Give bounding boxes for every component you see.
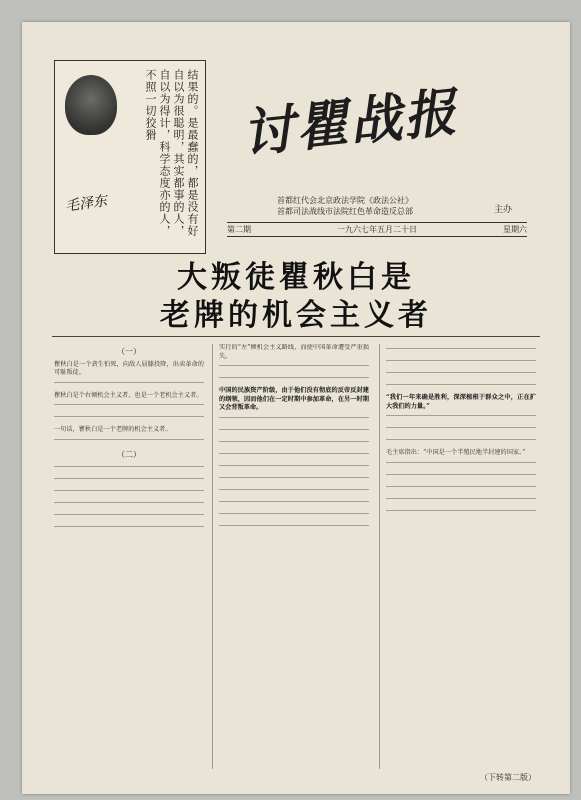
- column-separator: [379, 344, 380, 769]
- illegible-text: [54, 437, 204, 447]
- illegible-text: [219, 363, 369, 373]
- paragraph: 毛主席指出：“中国是一个半殖民地半封建的国家。”: [386, 449, 526, 457]
- issue-number: 第二期: [227, 225, 251, 234]
- divider: [52, 336, 540, 337]
- illegible-text: [54, 500, 204, 510]
- illegible-text: [219, 523, 369, 533]
- publisher-line-1: 首都红代会北京政法学院《政法公社》: [277, 196, 413, 205]
- illegible-text: [54, 512, 204, 522]
- illegible-text: [219, 415, 369, 425]
- publisher-line-2: 首都司法战线市法院红色革命造反总部: [277, 207, 413, 216]
- illegible-text: [54, 524, 204, 534]
- newspaper-title: 讨瞿战报: [239, 81, 461, 165]
- illegible-text: [219, 463, 369, 473]
- illegible-text: [386, 370, 536, 380]
- illegible-text: [386, 425, 536, 435]
- illegible-text: [54, 488, 204, 498]
- illegible-text: [219, 511, 369, 521]
- newspaper-page: [22, 22, 570, 794]
- illegible-text: [219, 451, 369, 461]
- weekday: 星期六: [503, 225, 527, 234]
- illegible-text: [219, 439, 369, 449]
- host-label: 主办: [494, 205, 513, 215]
- publisher-block: [277, 195, 413, 217]
- paragraph: 瞿秋白是个右倾机会主义者，也是一个老机会主义者。: [54, 391, 203, 399]
- section-heading-2: （二）: [117, 449, 141, 459]
- paragraph: 实行的“左”倾机会主义路线，而使中国革命遭受严重损失。: [219, 344, 369, 360]
- article-column-3: [386, 344, 536, 769]
- quotation-text: 结果的。是最蠢的，都是没有好自以为很聪明，其实都事的人，自以为得计，科学态度亦的人，不照一切狡猾: [144, 69, 199, 237]
- illegible-text: [386, 472, 536, 482]
- illegible-text: [386, 508, 536, 518]
- emphasis-paragraph: 中国的民族资产阶级，由于他们没有彻底的反帝反封建的纲领，因而他们在一定时期中参加革命，在另一时期又会背叛革命。: [219, 387, 369, 412]
- signature: 毛泽东: [64, 193, 109, 215]
- illegible-text: [386, 484, 536, 494]
- article-column-1: [54, 344, 204, 769]
- illegible-text: [54, 380, 204, 390]
- issue-date: 一九六七年五月二十日: [337, 225, 417, 234]
- illegible-text: [54, 464, 204, 474]
- illegible-text: [219, 487, 369, 497]
- quotation-box: [54, 60, 206, 254]
- illegible-text: [386, 358, 536, 368]
- illegible-text: [54, 414, 204, 424]
- column-separator: [212, 344, 213, 769]
- headline-line-2: 老牌的机会主义者: [160, 298, 432, 333]
- illegible-text: [386, 460, 536, 470]
- paragraph: 瞿秋白是一个貪生怕死，向敌人屈膝投降，出卖革命的可耻叛徒。: [54, 360, 204, 377]
- continued-note: （下转第二版）: [480, 773, 536, 782]
- headline-line-1: 大叛徒瞿秋白是: [177, 260, 415, 295]
- emphasis-paragraph: “我们一年来确是胜利，深深植根于群众之中，正在扩大我们的力量。”: [386, 394, 536, 410]
- illegible-text: [54, 476, 204, 486]
- section-heading-1: （一）: [117, 347, 141, 356]
- illegible-text: [386, 437, 536, 447]
- illegible-text: [219, 427, 369, 437]
- illegible-text: [386, 496, 536, 506]
- illegible-text: [219, 475, 369, 485]
- illegible-text: [219, 375, 369, 385]
- issue-bar: [227, 222, 527, 237]
- illegible-text: [54, 402, 204, 412]
- illegible-text: [386, 346, 536, 356]
- illegible-text: [386, 382, 536, 392]
- illegible-text: [219, 499, 369, 509]
- portrait-image: [65, 75, 117, 135]
- paragraph: 一句话，瞿秋白是一个老牌的机会主义者。: [54, 426, 172, 434]
- illegible-text: [386, 413, 536, 423]
- article-column-2: [219, 344, 369, 769]
